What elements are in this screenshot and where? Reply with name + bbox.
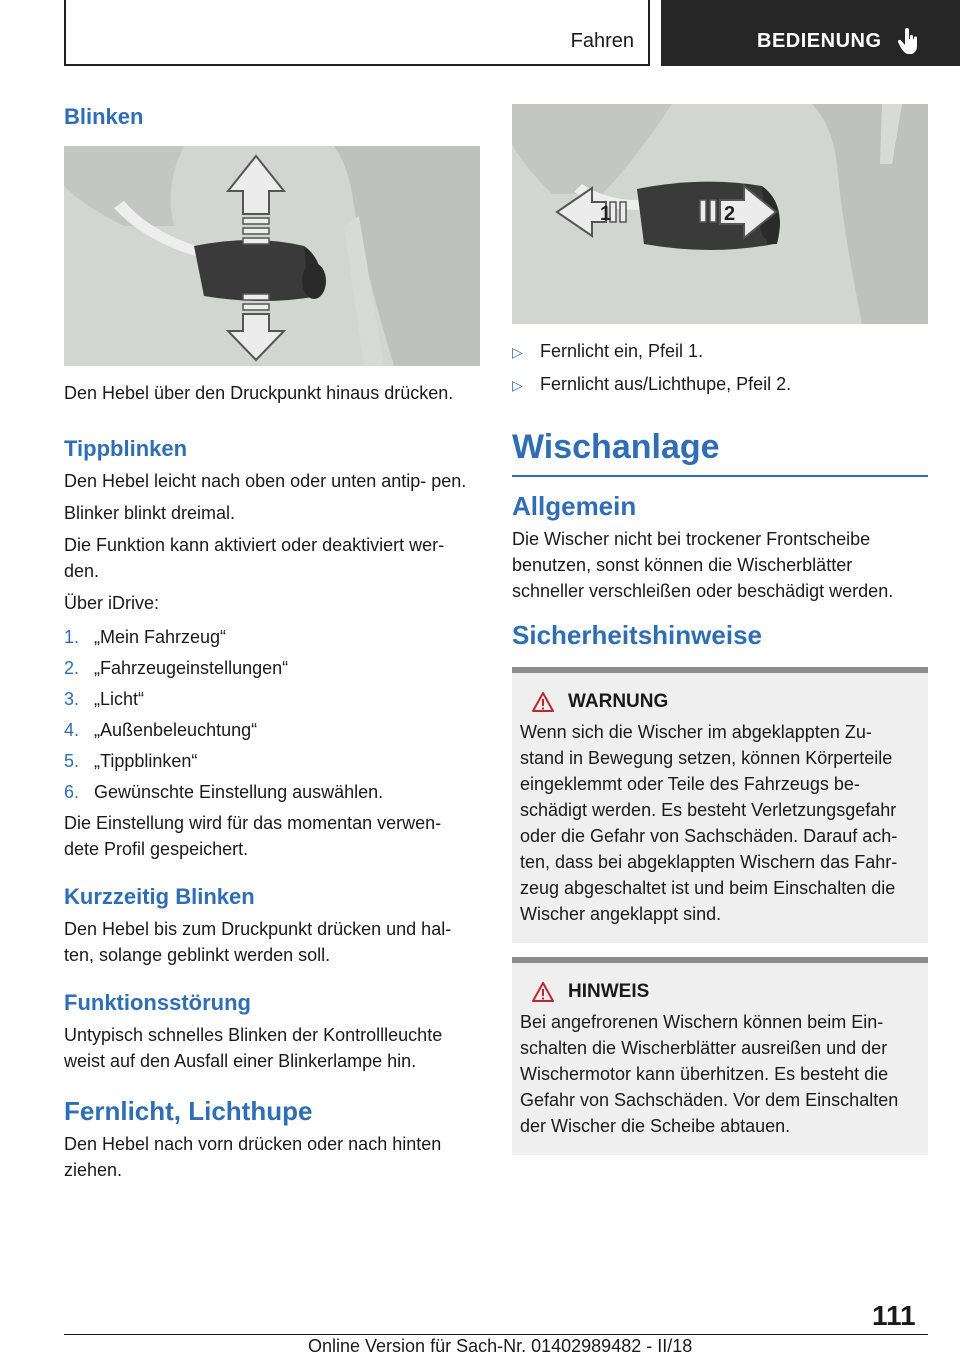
list-item: ▷ Fernlicht ein, Pfeil 1. — [512, 338, 928, 365]
sicherheitshinweise-heading: Sicherheitshinweise — [512, 619, 762, 650]
turn-signal-lever-illustration — [64, 146, 480, 366]
header-chapter-box — [661, 0, 960, 66]
funktionsstoerung-heading: Funktionsstörung — [64, 990, 251, 1015]
list-item: 4. „Außenbeleuchtung“ — [64, 720, 258, 740]
allgemein-text: Die Wischer nicht bei trockener Frontscheibe benutzen, sonst können die Wischerblätter schneller verschleißen oder beschädigt werden. — [512, 528, 894, 601]
tippblinken-text-1: Den Hebel leicht nach oben oder unten antip‐ pen. — [64, 471, 467, 491]
high-beam-lever-illustration — [512, 104, 928, 324]
wischanlage-heading: Wischanlage — [512, 428, 720, 466]
blinken-heading: Blinken — [64, 104, 144, 129]
warning-box — [512, 667, 928, 943]
notice-box — [512, 957, 928, 1155]
idrive-steps-list — [64, 624, 480, 805]
allgemein-heading: Allgemein — [512, 490, 637, 521]
notice-title: HINWEIS — [568, 980, 650, 1002]
warning-triangle-icon — [532, 982, 554, 1002]
left-column — [64, 104, 480, 1189]
warning-title: WARNUNG — [568, 690, 669, 712]
header-section-label: Fahren — [570, 30, 634, 52]
tippblinken-text-4: Über iDrive: — [64, 593, 160, 613]
kurzzeitig-blinken-heading: Kurzzeitig Blinken — [64, 884, 255, 909]
list-item: 6. Gewünschte Einstellung auswählen. — [64, 782, 384, 802]
wischanlage-rule — [512, 475, 928, 477]
list-item: 1. „Mein Fahrzeug“ — [64, 627, 227, 647]
list-item: 2. „Fahrzeugeinstellungen“ — [64, 658, 289, 678]
triangle-bullet-icon: ▷ — [512, 377, 523, 393]
fernlicht-heading: Fernlicht, Lichthupe — [64, 1096, 313, 1126]
triangle-bullet-icon: ▷ — [512, 344, 523, 360]
header-chapter-label: BEDIENUNG — [757, 30, 882, 52]
arrow-1-label: 1 — [600, 203, 612, 225]
tippblinken-text-3: Die Funktion kann aktiviert oder deaktiviert wer‐ den. — [64, 535, 445, 581]
turn-signal-lever-figure — [64, 146, 480, 366]
list-item: ▷ Fernlicht aus/Lichthupe, Pfeil 2. — [512, 371, 928, 398]
fernlicht-text: Den Hebel nach vorn drücken oder nach hinten ziehen. — [64, 1134, 442, 1180]
blinken-caption: Den Hebel über den Druckpunkt hinaus drücken. — [64, 383, 454, 403]
pointing-hand-icon — [897, 28, 919, 56]
list-item: 5. „Tippblinken“ — [64, 751, 198, 771]
arrow-2-label: 2 — [724, 203, 736, 225]
funktionsstoerung-text: Untypisch schnelles Blinken der Kontrollleuchte weist auf den Ausfall einer Blinkerlampe hin. — [64, 1025, 443, 1071]
warning-box-header — [520, 691, 920, 713]
page-number: 111 — [872, 1300, 916, 1331]
right-column — [512, 104, 928, 1155]
high-beam-lever-figure — [512, 104, 928, 324]
tippblinken-heading: Tippblinken — [64, 436, 188, 461]
kurzzeitig-blinken-text: Den Hebel bis zum Druckpunkt drücken und hal‐ ten, solange geblinkt werden soll. — [64, 919, 452, 965]
footer-rule — [64, 1334, 928, 1335]
high-beam-bullet-list — [512, 338, 928, 398]
tippblinken-text-5: Die Einstellung wird für das momentan verwen‐ dete Profil gespeichert. — [64, 813, 442, 859]
notice-box-header — [520, 981, 920, 1003]
header-section-box — [64, 0, 650, 66]
footer-online-version: Online Version für Sach-Nr. 01402989482 - II/18 — [308, 1336, 693, 1356]
warning-triangle-icon — [532, 692, 554, 712]
list-item: 3. „Licht“ — [64, 689, 145, 709]
tippblinken-text-2: Blinker blinkt dreimal. — [64, 503, 236, 523]
warning-text: Wenn sich die Wischer im abgeklappten Zu‐ stand in Bewegung setzen, können Körperteile eingeklemmt oder Teile des Fahrzeugs be‐ schädigt werden. Es besteht Verletzungsgefahr oder die Gefahr von Sachschäden. Darauf ach‐ ten, dass bei abgeklappten Wischern das Fahr‐ zeug abgeschaltet ist und beim Einschalten die Wischer angeklappt sind. — [520, 721, 898, 924]
notice-text: Bei angefrorenen Wischern können beim Ein‐ schalten die Wischerblätter ausreißen und der Wischermotor kann überhitzen. Es besteht die Gefahr von Sachschäden. Vor dem Einschalten der Wischer die Scheibe abtauen. — [520, 1011, 899, 1136]
